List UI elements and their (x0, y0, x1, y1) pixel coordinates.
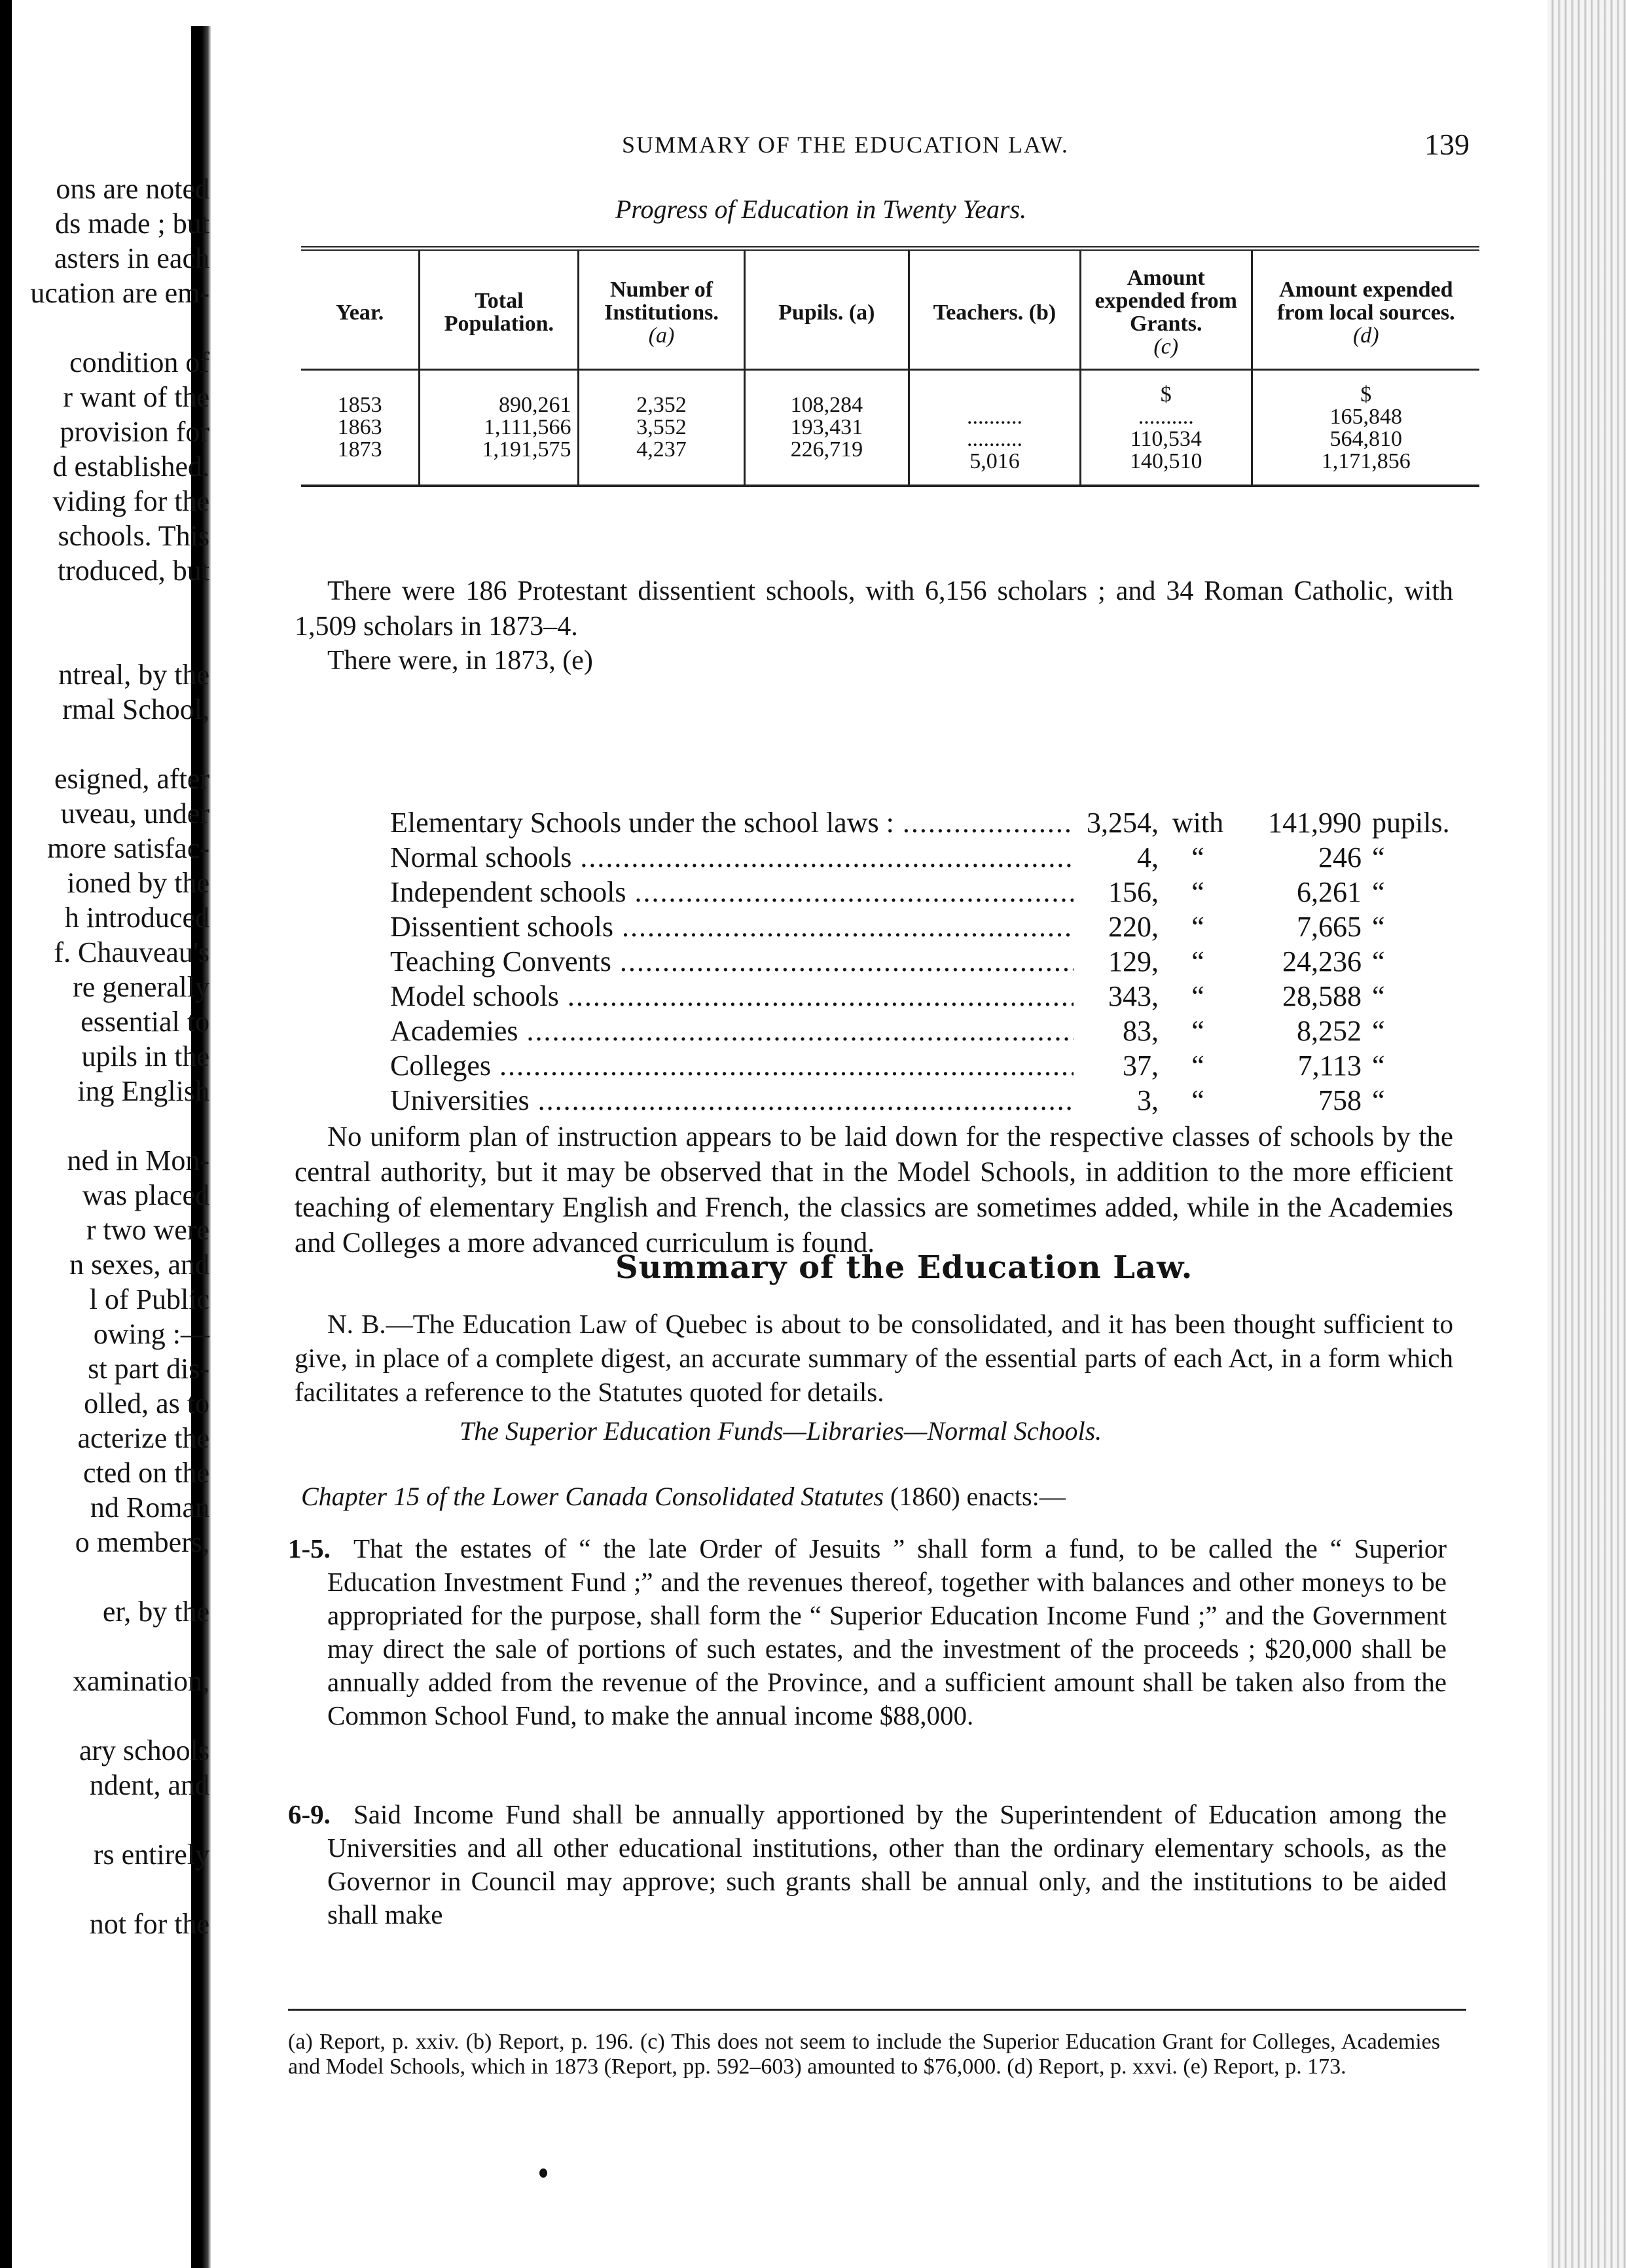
cell-institutions: 2,352 3,552 4,237 (579, 370, 744, 486)
ink-speck (539, 2168, 547, 2178)
list-item: Academies ..... 83, “ 8,252 “ (390, 1014, 1464, 1048)
section-heading: Summary of the Education Law. (615, 1249, 1193, 1286)
header-year: Year. (301, 249, 420, 370)
fragment-line: esigned, after (54, 763, 209, 795)
fragment-line: nd Roman (90, 1491, 209, 1524)
fragment-line: o members, (75, 1526, 209, 1558)
running-head: SUMMARY OF THE EDUCATION LAW. (622, 132, 1069, 158)
cell-teachers: .......... .......... 5,016 (909, 370, 1081, 486)
fragment-line (20, 588, 209, 623)
section-text: That the estates of “ the late Order of Jesuits ” shall form a fund, to be called the “ Superior Education Investment Fund ;” and the revenues thereof, together with balances and other moneys to be appropriated for the purpose, shall form the “ Superior Education Income Fund ;” and the Government may direct the sale of portions of such estates, and the investment of the proceeds ; $20,000 shall be annually added from the revenue of the Province, and a sufficient amount shall be taken also from the Common School Fund, to make the annual income $88,000. (327, 1533, 1447, 1730)
school-statistics-list (390, 805, 1464, 1118)
header-grants: Amount expended from Grants. (c) (1080, 249, 1252, 370)
fragment-line: re generally (73, 971, 209, 1003)
fragment-line (20, 1872, 209, 1907)
paragraph-uniform-plan: No uniform plan of instruction appears to be laid down for the respective classes of schools by the central authority, but it may be observed that in the Model Schools, in addition to the more efficient teaching of elementary English and French, the classics are sometimes added, while in the Academies and Colleges a more advanced curriculum is found. (295, 1122, 1453, 1258)
list-item: Teaching Convents ..... 129, “ 24,236 “ (390, 944, 1464, 979)
fragment-line: troduced, but (57, 555, 209, 587)
fragment-line: f. Chauveau's (54, 936, 209, 968)
fragment-line: asters in each (54, 242, 209, 274)
fragment-line (20, 1560, 209, 1594)
fragment-line (20, 1108, 209, 1143)
fragment-line: l of Public (89, 1283, 209, 1315)
page-edges-right (1547, 0, 1626, 2268)
paragraph-1873-intro: There were, in 1873, (e) (327, 646, 593, 676)
section-number: 6-9. (288, 1799, 331, 1829)
cell-years: 1853 1863 1873 (337, 393, 382, 462)
fragment-line: ntreal, by the (58, 659, 209, 691)
section-text: Said Income Fund shall be annually apportioned by the Superintendent of Education among the Universities and all other educational institutions, other than the ordinary elementary schools, as the Governor in Council may approve; such grants shall be annual only, and the institutions to be aided shall make (327, 1799, 1447, 1930)
list-item: Dissentient schools ..... 220, “ 7,665 “ (390, 909, 1464, 944)
fragment-line: olled, as to (84, 1387, 209, 1419)
list-item: Elementary Schools under the school laws : ..... 3,254, with 141,990 pupils. (390, 805, 1464, 840)
statute-section (288, 1798, 1447, 1931)
fragment-line: r want of the (63, 381, 209, 413)
fragment-line: ing English (77, 1075, 209, 1107)
scan-border-left (0, 0, 12, 2268)
header-local-sources: Amount expended from local sources. (d) (1252, 249, 1479, 370)
header-pupils: Pupils. (a) (744, 249, 909, 370)
footnotes: (a) Report, p. xxiv. (b) Report, p. 196. (c) This does not seem to include the Superior Education Grant for Colleges, Academies and Model Schools, which in 1873 (Report, pp. 592–603) amounted to $76,000. (d) Report, p. xxvi. (e) Report, p. 173. (288, 2030, 1440, 2079)
cell-population: 890,261 1,111,566 1,191,575 (420, 370, 579, 486)
table-row (301, 370, 1479, 486)
fragment-line: d established. (52, 450, 209, 483)
list-item: Normal schools ..... 4, “ 246 “ (390, 840, 1464, 875)
left-page-fragment (20, 172, 209, 1941)
page-number: 139 (1424, 128, 1470, 161)
fragment-line: ndent, and (89, 1769, 209, 1801)
fragment-line: provision for (60, 416, 209, 448)
fragment-line: rs entirely (93, 1838, 209, 1871)
header-institutions: Number of Institutions. (a) (579, 249, 744, 370)
fragment-line: acterize the (77, 1422, 209, 1454)
progress-table (301, 246, 1479, 487)
table-title: Progress of Education in Twenty Years. (615, 194, 1027, 224)
fragment-line: st part dis- (88, 1353, 209, 1385)
list-item: Universities ..... 3, “ 758 “ (390, 1083, 1464, 1118)
fragment-line (20, 1802, 209, 1837)
fragment-line: not for the (89, 1908, 209, 1940)
cell-grants: $ .......... 110,534 140,510 (1080, 370, 1252, 486)
fragment-line (20, 623, 209, 657)
fragment-line: owing :— (93, 1318, 209, 1350)
fragment-line: ned in Mon- (67, 1144, 209, 1177)
section-number: 1-5. (288, 1533, 331, 1564)
fragment-line: uveau, under (60, 797, 209, 830)
fragment-line: er, by the (102, 1596, 209, 1628)
fragment-line: cted on the (82, 1457, 209, 1489)
fragment-line: r two were (86, 1214, 209, 1246)
list-item: Independent schools ..... 156, “ 6,261 “ (390, 875, 1464, 909)
fragment-line: h introduced (64, 902, 209, 934)
fragment-line: xamination, (73, 1665, 209, 1697)
fragment-line: more satisfac- (47, 832, 209, 864)
fragment-line: essential to (81, 1006, 209, 1038)
fragment-line: ary schools (79, 1734, 209, 1766)
list-item: Model schools ..... 343, “ 28,588 “ (390, 979, 1464, 1014)
cell-local-sources: $ 165,848 564,810 1,171,856 (1252, 370, 1479, 486)
header-teachers: Teachers. (b) (909, 249, 1081, 370)
fragment-line: ons are noted (56, 173, 209, 205)
subheading-funds: The Superior Education Funds—Libraries—Normal Schools. (460, 1416, 1102, 1446)
fragment-line (20, 1629, 209, 1664)
list-item: Colleges ..... 37, “ 7,113 “ (390, 1048, 1464, 1083)
chapter-line: Chapter 15 of the Lower Canada Consolidated Statutes (1860) enacts:— (301, 1482, 1066, 1511)
fragment-line: viding for the (52, 485, 209, 517)
header-population: Total Population. (420, 249, 579, 370)
paragraph-nb: N. B.—The Education Law of Quebec is about to be consolidated, and it has been thought sufficient to give, in place of a complete digest, an accurate summary of the essential parts of each Act, in a form which facilitates a reference to the Statutes quoted for details. (295, 1309, 1453, 1407)
fragment-line: was placed (82, 1179, 209, 1211)
fragment-line: ioned by the (67, 867, 209, 899)
paragraph-dissentient: There were 186 Protestant dissentient schools, with 6,156 scholars ; and 34 Roman Catholic, with 1,509 scholars in 1873–4. (295, 576, 1453, 642)
fragment-line (20, 310, 209, 345)
fragment-line: ds made ; but (55, 208, 209, 240)
fragment-line (20, 727, 209, 761)
table-header-row (301, 249, 1479, 370)
fragment-line: upils in the (81, 1040, 209, 1072)
fragment-line: schools. This (58, 520, 209, 552)
fragment-line: rmal School, (62, 693, 209, 725)
statute-section (288, 1532, 1447, 1732)
footnote-divider (288, 2009, 1466, 2011)
fragment-line: condition of (69, 346, 209, 378)
fragment-line: ucation are em- (30, 277, 209, 309)
fragment-line (20, 1698, 209, 1733)
fragment-line: n sexes, and (69, 1249, 209, 1281)
cell-pupils: 108,284 193,431 226,719 (744, 370, 909, 486)
